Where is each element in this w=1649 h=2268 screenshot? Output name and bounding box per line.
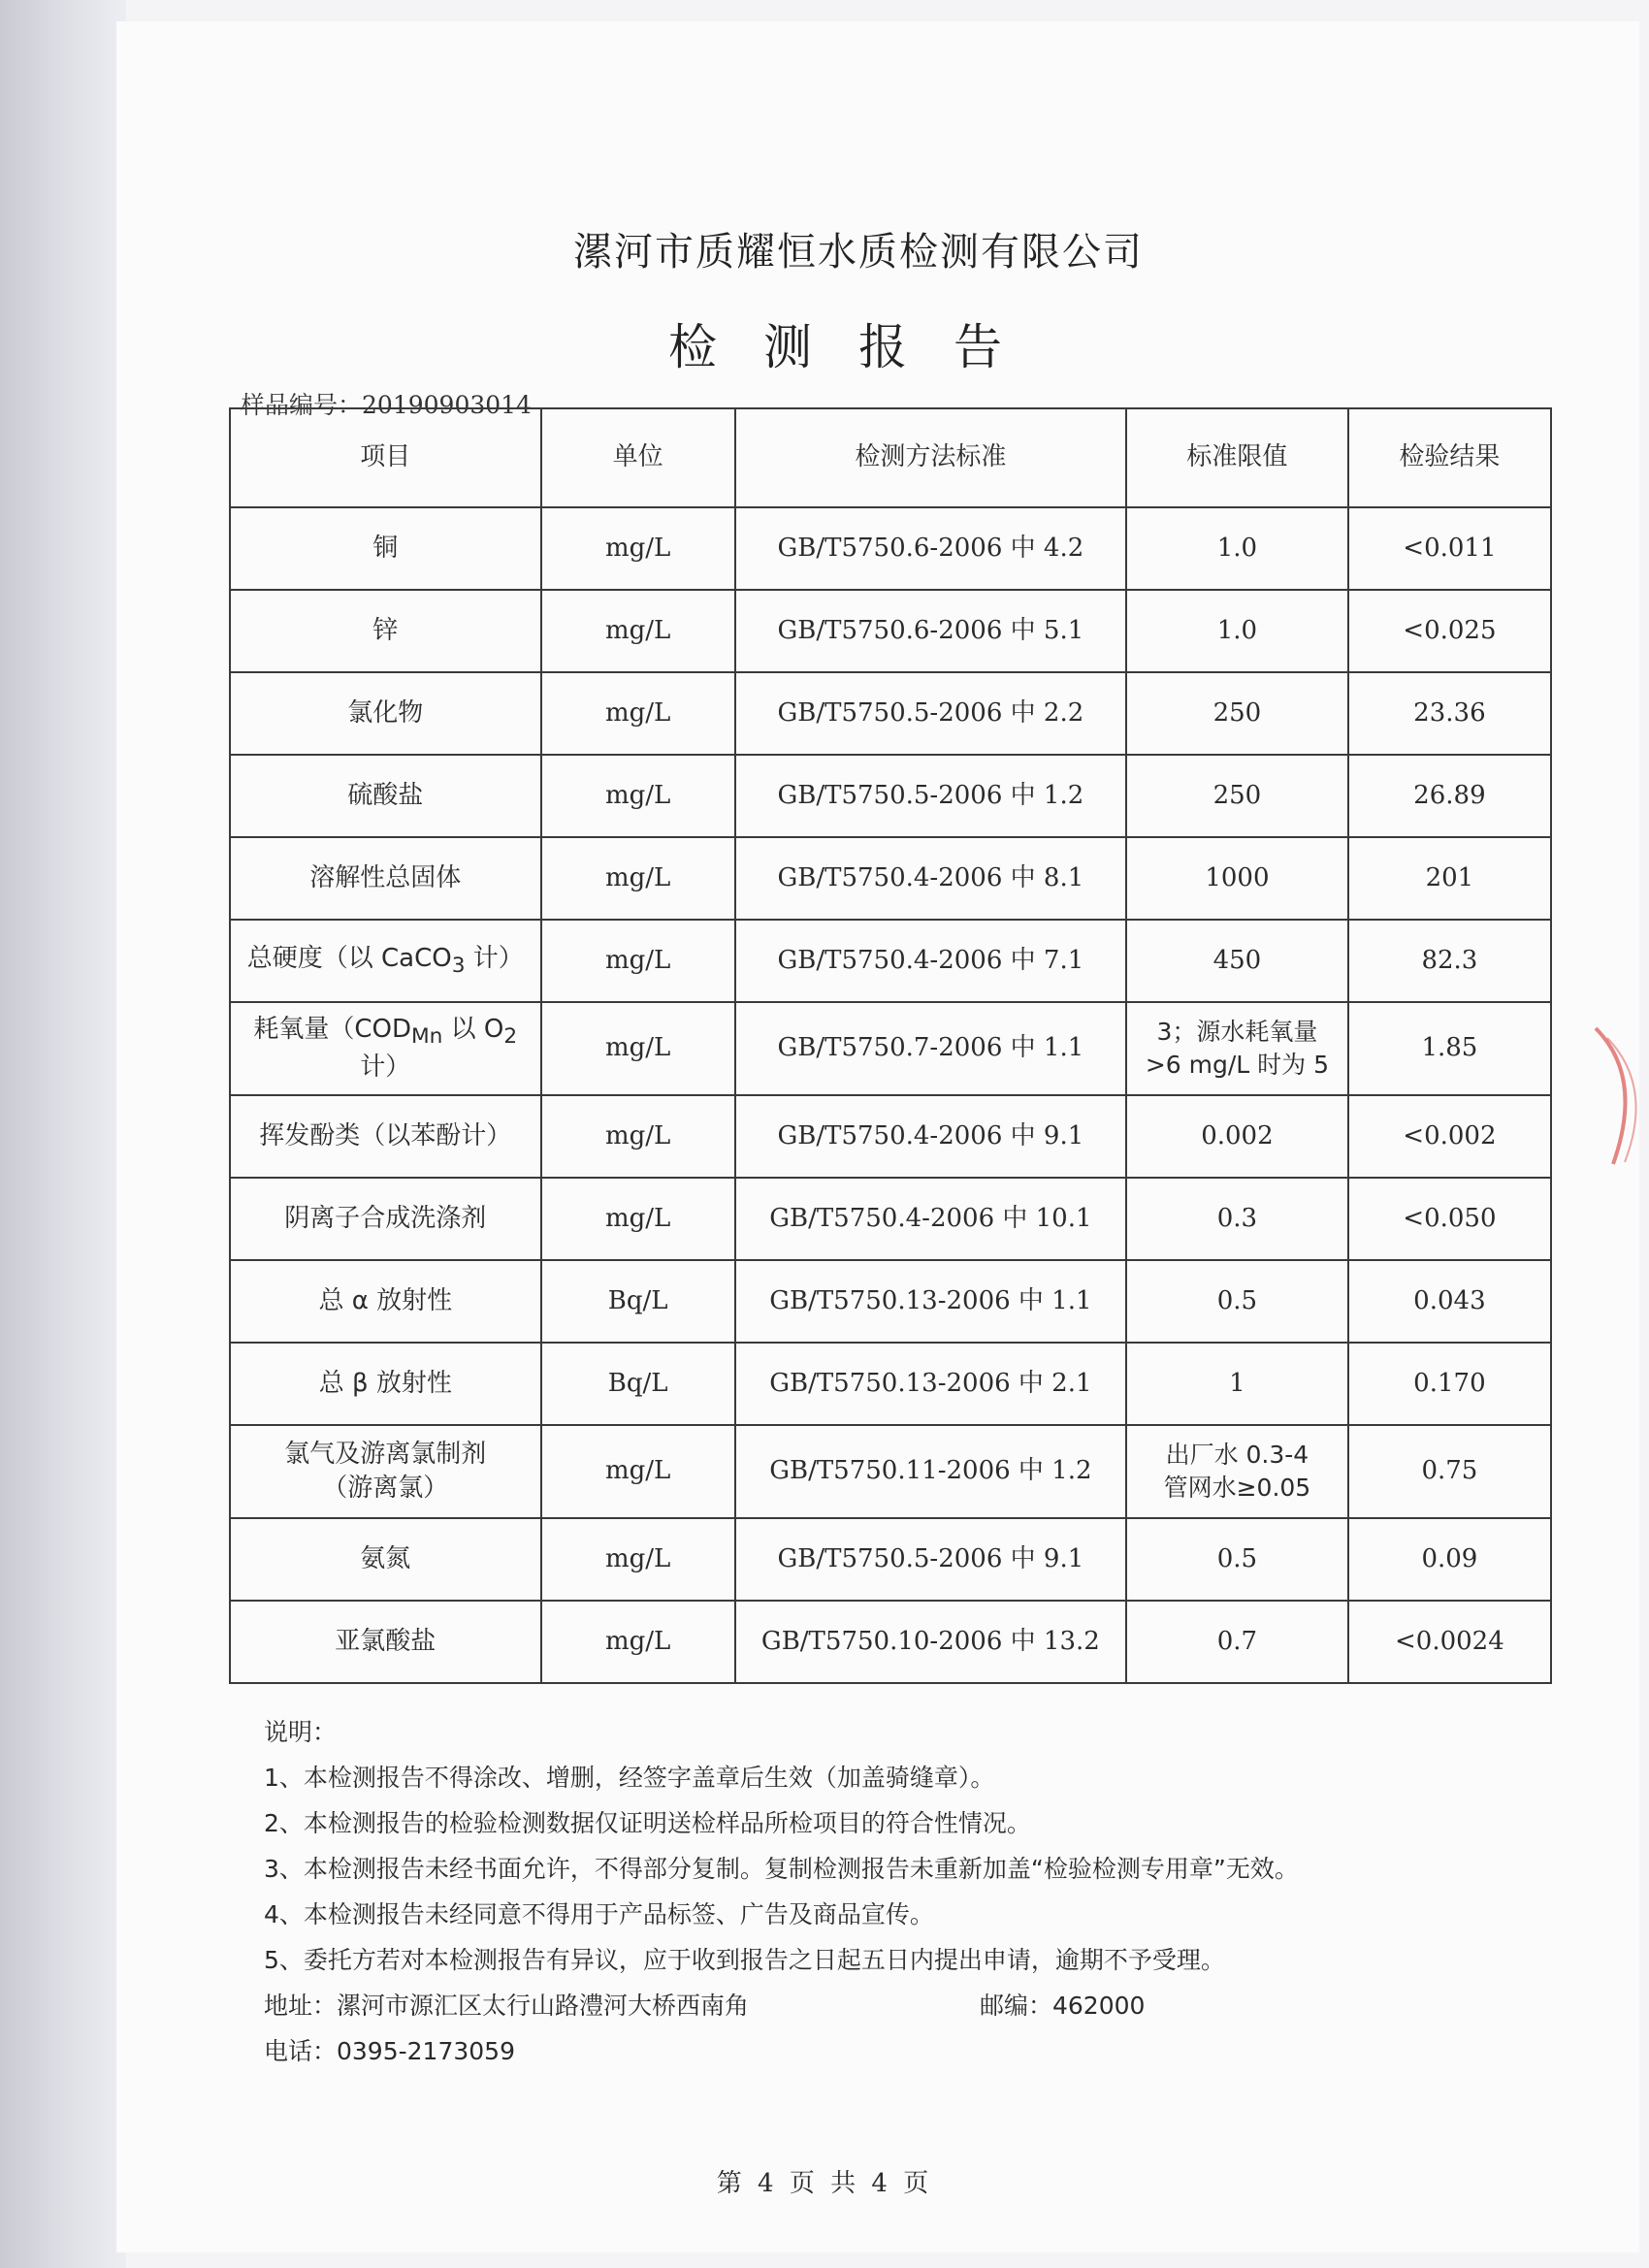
method-cell: GB/T5750.5-2006 中 1.2: [735, 755, 1126, 837]
col-header-item: 项目: [230, 408, 541, 507]
limit-cell: 0.002: [1126, 1095, 1348, 1178]
table-row: [230, 755, 1551, 837]
table-row: [230, 837, 1551, 920]
note-item: 4、本检测报告未经同意不得用于产品标签、广告及商品宣传。: [264, 1900, 934, 1928]
limit-cell: 1.0: [1126, 507, 1348, 590]
method-cell: GB/T5750.13-2006 中 2.1: [735, 1343, 1126, 1425]
unit-cell: mg/L: [541, 1095, 735, 1178]
unit-cell: mg/L: [541, 1601, 735, 1683]
table-row: [230, 1518, 1551, 1601]
method-cell: GB/T5750.4-2006 中 10.1: [735, 1178, 1126, 1260]
note-item: 2、本检测报告的检验检测数据仅证明送检样品所检项目的符合性情况。: [264, 1809, 1031, 1837]
report-title: 检测报告: [668, 319, 1049, 375]
method-cell: GB/T5750.7-2006 中 1.1: [735, 1002, 1126, 1095]
table-row: [230, 1601, 1551, 1683]
item-cell: 溶解性总固体: [230, 837, 541, 920]
limit-cell: 450: [1126, 920, 1348, 1002]
result-cell: <0.011: [1348, 507, 1551, 590]
limit-cell: 1: [1126, 1343, 1348, 1425]
unit-cell: mg/L: [541, 590, 735, 672]
table-row: [230, 1343, 1551, 1425]
phone: 电话：0395-2173059: [264, 2037, 515, 2065]
sample-label: 样品编号：: [241, 391, 363, 419]
table-row: [230, 1178, 1551, 1260]
result-cell: 26.89: [1348, 755, 1551, 837]
item-cell: 总硬度（以 CaCO$_3$ 计）: [230, 920, 541, 1002]
limit-cell: 0.5: [1126, 1260, 1348, 1343]
unit-cell: mg/L: [541, 920, 735, 1002]
item-cell: 氨氮: [230, 1518, 541, 1601]
col-header-limit: 标准限值: [1126, 408, 1348, 507]
result-cell: 1.85: [1348, 1002, 1551, 1095]
limit-cell: 1.0: [1126, 590, 1348, 672]
item-cell: 氯气及游离氯制剂 （游离氯）: [230, 1425, 541, 1518]
limit-cell: 0.3: [1126, 1178, 1348, 1260]
table-row: [230, 1425, 1551, 1518]
item-cell: 阴离子合成洗涤剂: [230, 1178, 541, 1260]
limit-cell: 0.5: [1126, 1518, 1348, 1601]
method-cell: GB/T5750.6-2006 中 5.1: [735, 590, 1126, 672]
limit-cell: 250: [1126, 755, 1348, 837]
item-cell: 铜: [230, 507, 541, 590]
item-cell: 硫酸盐: [230, 755, 541, 837]
table-row: [230, 507, 1551, 590]
method-cell: GB/T5750.4-2006 中 9.1: [735, 1095, 1126, 1178]
limit-cell: 3；源水耗氧量 >6 mg/L 时为 5: [1126, 1002, 1348, 1095]
result-cell: <0.0024: [1348, 1601, 1551, 1683]
postcode: 邮编：462000: [980, 1992, 1146, 2020]
result-cell: 0.170: [1348, 1343, 1551, 1425]
method-cell: GB/T5750.5-2006 中 2.2: [735, 672, 1126, 755]
unit-cell: mg/L: [541, 507, 735, 590]
note-item: 1、本检测报告不得涂改、增删，经签字盖章后生效（加盖骑缝章）。: [264, 1764, 995, 1792]
item-cell: 总 α 放射性: [230, 1260, 541, 1343]
result-cell: 201: [1348, 837, 1551, 920]
test-results-table: [229, 407, 1552, 1684]
unit-cell: mg/L: [541, 1002, 735, 1095]
unit-cell: Bq/L: [541, 1343, 735, 1425]
address: 地址：漯河市源汇区太行山路澧河大桥西南角: [264, 1992, 750, 2020]
limit-cell: 0.7: [1126, 1601, 1348, 1683]
result-cell: 0.043: [1348, 1260, 1551, 1343]
method-cell: GB/T5750.10-2006 中 13.2: [735, 1601, 1126, 1683]
item-cell: 耗氧量（$COD_{Mn}$ 以 $O_2$ 计）: [230, 1002, 541, 1095]
result-cell: 23.36: [1348, 672, 1551, 755]
address-row: [264, 1983, 1299, 2028]
method-cell: GB/T5750.13-2006 中 1.1: [735, 1260, 1126, 1343]
note-item: 3、本检测报告未经书面允许，不得部分复制。复制检测报告未重新加盖“检验检测专用章”无效。: [264, 1855, 1299, 1883]
limit-cell: 出厂水 0.3-4 管网水≥0.05: [1126, 1425, 1348, 1518]
unit-cell: mg/L: [541, 837, 735, 920]
table-row: [230, 672, 1551, 755]
result-cell: 82.3: [1348, 920, 1551, 1002]
page-number: 第 4 页 共 4 页: [716, 2169, 933, 2198]
unit-cell: mg/L: [541, 1425, 735, 1518]
method-cell: GB/T5750.6-2006 中 4.2: [735, 507, 1126, 590]
table-row: [230, 590, 1551, 672]
unit-cell: mg/L: [541, 755, 735, 837]
item-cell: 锌: [230, 590, 541, 672]
col-header-result: 检验结果: [1348, 408, 1551, 507]
sample-value: 20190903014: [362, 391, 532, 419]
notes-heading: 说明：: [264, 1718, 338, 1746]
notes-section: [264, 1709, 1299, 2074]
result-cell: 0.75: [1348, 1425, 1551, 1518]
table-row: [230, 1095, 1551, 1178]
limit-cell: 1000: [1126, 837, 1348, 920]
table-row: [230, 1260, 1551, 1343]
table-header-row: [230, 408, 1551, 507]
method-cell: GB/T5750.5-2006 中 9.1: [735, 1518, 1126, 1601]
result-cell: <0.025: [1348, 590, 1551, 672]
item-cell: 亚氯酸盐: [230, 1601, 541, 1683]
method-cell: GB/T5750.4-2006 中 8.1: [735, 837, 1126, 920]
method-cell: GB/T5750.4-2006 中 7.1: [735, 920, 1126, 1002]
table-row: [230, 1002, 1551, 1095]
result-cell: <0.002: [1348, 1095, 1551, 1178]
item-cell: 氯化物: [230, 672, 541, 755]
method-cell: GB/T5750.11-2006 中 1.2: [735, 1425, 1126, 1518]
unit-cell: Bq/L: [541, 1260, 735, 1343]
table-row: [230, 920, 1551, 1002]
col-header-unit: 单位: [541, 408, 735, 507]
limit-cell: 250: [1126, 672, 1348, 755]
result-cell: 0.09: [1348, 1518, 1551, 1601]
result-cell: <0.050: [1348, 1178, 1551, 1260]
item-cell: 挥发酚类（以苯酚计）: [230, 1095, 541, 1178]
company-name: 漯河市质耀恒水质检测有限公司: [573, 230, 1144, 275]
unit-cell: mg/L: [541, 672, 735, 755]
col-header-method: 检测方法标准: [735, 408, 1126, 507]
unit-cell: mg/L: [541, 1178, 735, 1260]
seal-stamp-edge: [1586, 1019, 1649, 1174]
item-cell: 总 β 放射性: [230, 1343, 541, 1425]
unit-cell: mg/L: [541, 1518, 735, 1601]
note-item: 5、委托方若对本检测报告有异议，应于收到报告之日起五日内提出申请，逾期不予受理。: [264, 1946, 1225, 1974]
